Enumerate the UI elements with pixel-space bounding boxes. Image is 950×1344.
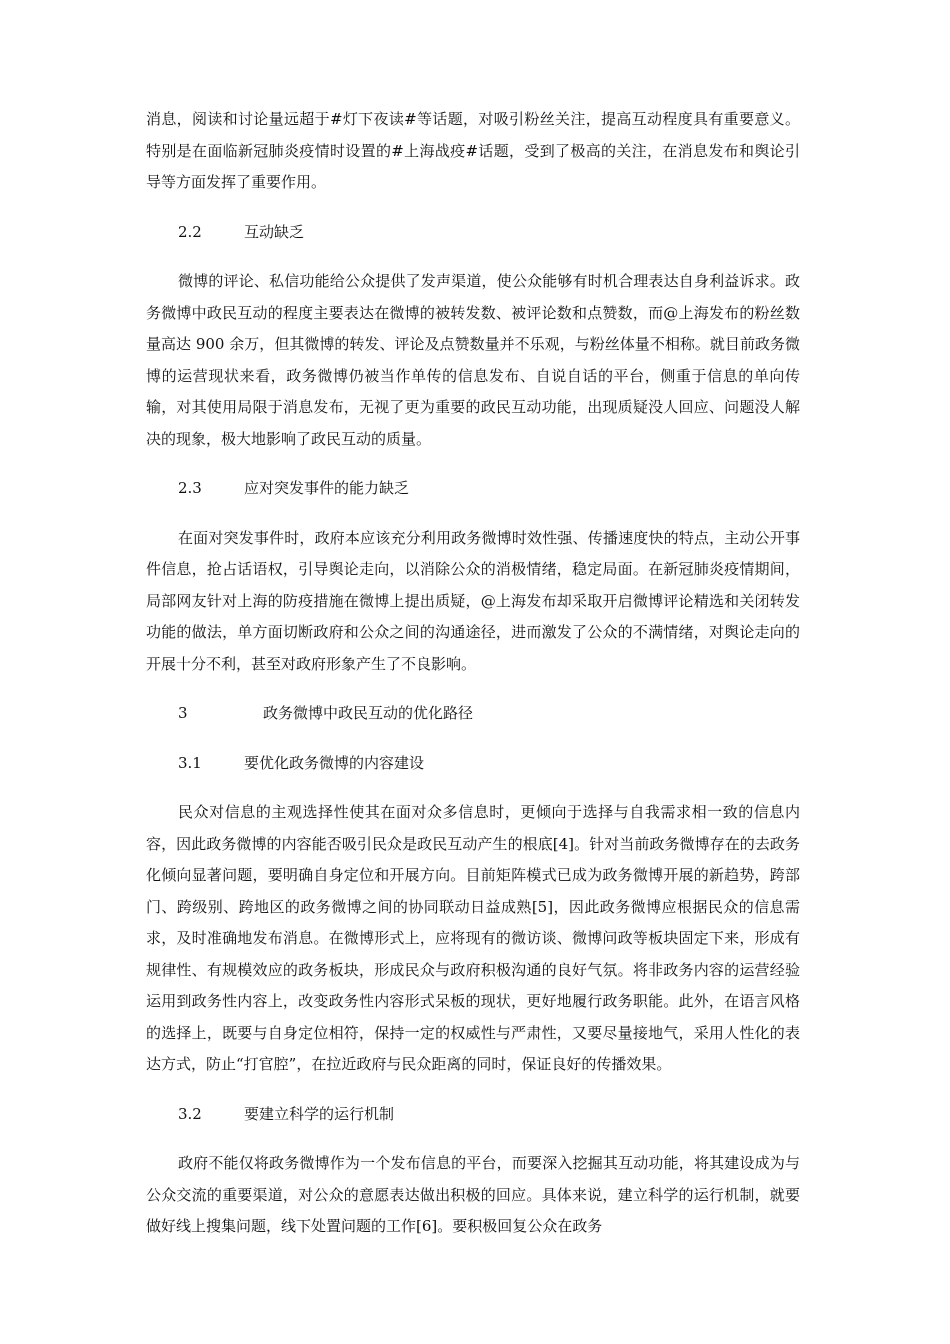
paragraph: 民众对信息的主观选择性使其在面对众多信息时，更倾向于选择与自我需求相一致的信息内容，因此政务微博的内容能否吸引民众是政民互动产生的根底[4]。针对当前政务微博存在的去政务化倾向显著问题，要明确自身定位和开展方向。目前矩阵模式已成为政务微博开展的新趋势，跨部门、跨级别、跨地区的政务微博之间的协同联动日益成熟[5]，因此政务微博应根据民众的信息需求，及时准确地发布消息。在微博形式上，应将现有的微访谈、微博问政等板块固定下来，形成有规律性、有规模效应的政务板块，形成民众与政府积极沟通的良好气氛。将非政务内容的运营经验运用到政务性内容上，改变政务性内容形式呆板的现状，更好地履行政务职能。此外，在语言风格的选择上，既要与自身定位相符，保持一定的权威性与严肃性，又要尽量接地气，采用人性化的表达方式，防止“打官腔”，在拉近政府与民众距离的同时，保证良好的传播效果。 bbox=[146, 803, 800, 1073]
section-title: 互动缺乏 bbox=[244, 222, 305, 241]
paragraph: 在面对突发事件时，政府本应该充分利用政务微博时效性强、传播速度快的特点，主动公开事件信息，抢占话语权，引导舆论走向，以消除公众的消极情绪，稳定局面。在新冠肺炎疫情期间，局部网友针对上海的防疫措施在微博上提出质疑，@上海发布却采取开启微博评论精选和关闭转发功能的做法，单方面切断政府和公众之间的沟通途径，进而激发了公众的不满情绪，对舆论走向的开展十分不利，甚至对政府形象产生了不良影响。 bbox=[146, 528, 800, 673]
section-number: 3 bbox=[178, 704, 188, 722]
paragraph: 微博的评论、私信功能给公众提供了发声渠道，使公众能够有时机合理表达自身利益诉求。政务微博中政民互动的程度主要表达在微博的被转发数、被评论数和点赞数，而@上海发布的粉丝数量高达 900 余万，但其微博的转发、评论及点赞数量并不乐观，与粉丝体量不相称。就目前政务微博的运营现状来看，政务微博仍被当作单传的信息发布、自说自话的平台，侧重于信息的单向传输，对其使用局限于消息发布，无视了更为重要的政民互动功能，出现质疑没人回应、问题没人解决的现象，极大地影响了政民互动的质量。 bbox=[146, 272, 800, 448]
paragraph: 政府不能仅将政务微博作为一个发布信息的平台，而要深入挖掘其互动功能，将其建设成为与公众交流的重要渠道，对公众的意愿表达做出积极的回应。具体来说，建立科学的运行机制，就要做好线上搜集问题，线下处置问题的工作[6]。要积极回复公众在政务 bbox=[146, 1154, 800, 1235]
section-heading-3 bbox=[146, 698, 800, 730]
section-heading-3-1 bbox=[146, 748, 800, 780]
section-heading-3-2 bbox=[146, 1099, 800, 1131]
section-number: 3.2 bbox=[178, 1104, 202, 1123]
section-title: 政务微博中政民互动的优化路径 bbox=[263, 704, 474, 722]
section-title: 要优化政务微博的内容建设 bbox=[244, 753, 425, 772]
section-number: 2.2 bbox=[178, 222, 202, 241]
section-title: 应对突发事件的能力缺乏 bbox=[244, 479, 410, 497]
section-heading-2-3 bbox=[146, 473, 800, 505]
section-number: 2.3 bbox=[178, 479, 202, 497]
section-number: 3.1 bbox=[178, 753, 202, 772]
document-page bbox=[146, 104, 800, 1243]
section-heading-2-2 bbox=[146, 217, 800, 249]
section-title: 要建立科学的运行机制 bbox=[244, 1104, 395, 1123]
paragraph-continued: 消息，阅读和讨论量远超于#灯下夜读#等话题，对吸引粉丝关注，提高互动程度具有重要意义。特别是在面临新冠肺炎疫情时设置的#上海战疫#话题，受到了极高的关注，在消息发布和舆论引导等方面发挥了重要作用。 bbox=[146, 110, 800, 191]
